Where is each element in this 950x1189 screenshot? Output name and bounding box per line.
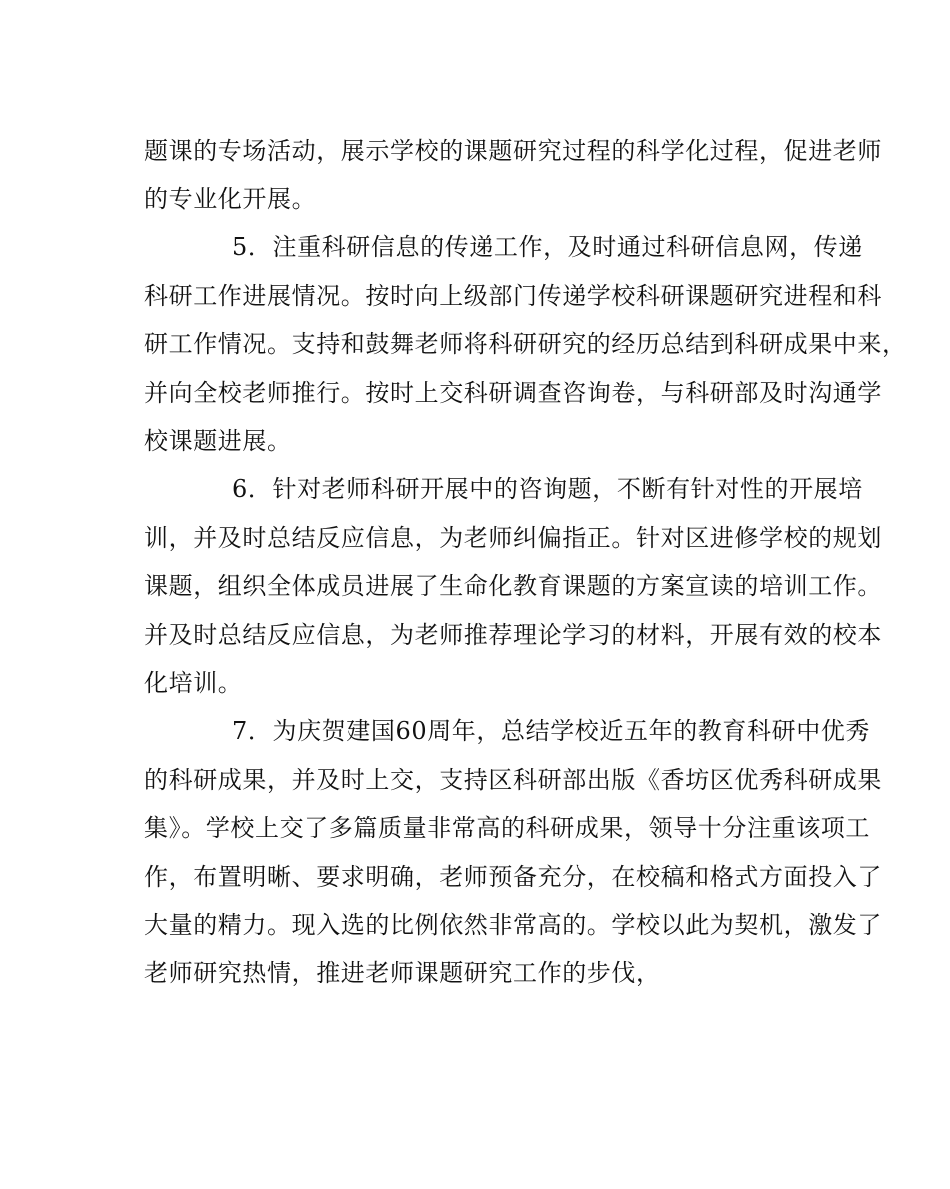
text-line: 大量的精力。现入选的比例依然非常高的。学校以此为契机，激发了 <box>144 911 882 939</box>
text-line: 并向全校老师推行。按时上交科研调查咨询卷，与科研部及时沟通学 <box>144 379 882 407</box>
text-line: 研工作情况。支持和鼓舞老师将科研研究的经历总结到科研成果中来， <box>144 330 907 358</box>
text-line: 集》。学校上交了多篇质量非常高的科研成果，领导十分注重该项工 <box>144 814 870 842</box>
paragraph-7-start: 7．为庆贺建国60周年，总结学校近五年的教育科研中优秀 <box>232 717 871 745</box>
text-line: 老师研究热情，推进老师课题研究工作的步伐， <box>144 959 661 987</box>
text-line: 的科研成果，并及时上交，支持区科研部出版《香坊区优秀科研成果 <box>144 766 882 794</box>
paragraph-6-start: 6．针对老师科研开展中的咨询题，不断有针对性的开展培 <box>232 475 863 503</box>
text-line: 校课题进展。 <box>144 427 292 455</box>
text-line: 训，并及时总结反应信息，为老师纠偏指正。针对区进修学校的规划 <box>144 524 882 552</box>
text-line: 题课的专场活动，展示学校的课题研究过程的科学化过程，促进老师 <box>144 137 882 165</box>
text-line: 化培训。 <box>144 669 243 697</box>
text-line: 的专业化开展。 <box>144 185 317 213</box>
paragraph-5-start: 5．注重科研信息的传递工作，及时通过科研信息网，传递 <box>232 233 863 261</box>
text-line: 并及时总结反应信息，为老师推荐理论学习的材料，开展有效的校本 <box>144 621 882 649</box>
text-line: 课题，组织全体成员进展了生命化教育课题的方案宣读的培训工作。 <box>144 572 882 600</box>
text-line: 科研工作进展情况。按时向上级部门传递学校科研课题研究进程和科 <box>144 282 882 310</box>
text-line: 作，布置明晰、要求明确，老师预备充分，在校稿和格式方面投入了 <box>144 863 882 891</box>
